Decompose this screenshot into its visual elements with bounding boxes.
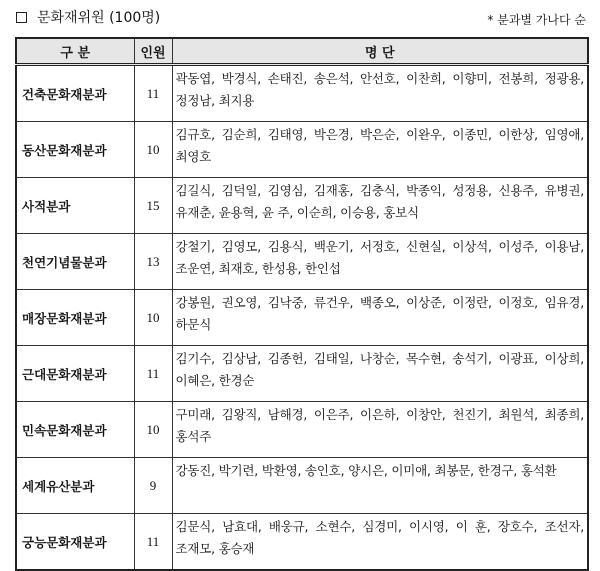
- division-cell: 세계유산분과: [16, 458, 134, 514]
- count-cell: 11: [134, 514, 172, 571]
- table-header-row: [16, 38, 588, 65]
- names-cell: 강동진, 박기련, 박환영, 송인호, 양시은, 이미애, 최봉문, 한경구, 홍석환: [172, 458, 588, 514]
- table-row: [16, 290, 588, 346]
- names-cell: 김길식, 김덕일, 김영심, 김재홍, 김충식, 박종익, 성정용, 신용주, 유병권, 유재춘, 윤용혁, 윤 주, 이순희, 이승용, 홍보식: [172, 178, 588, 234]
- names-cell: 곽동엽, 박경식, 손태진, 송은석, 안선호, 이찬희, 이향미, 전봉희, 정광용, 정정남, 최지용: [172, 65, 588, 122]
- table-row: [16, 122, 588, 178]
- column-header-names: 명 단: [172, 38, 588, 65]
- count-cell: 15: [134, 178, 172, 234]
- names-cell: 강철기, 김영모, 김용식, 백운기, 서정호, 신현실, 이상석, 이성주, 이용남, 조운연, 최재호, 한성용, 한인섭: [172, 234, 588, 290]
- table-row: [16, 402, 588, 458]
- division-cell: 근대문화재분과: [16, 346, 134, 402]
- sort-note: * 분과별 가나다 순: [487, 13, 586, 27]
- names-cell: 김규호, 김순희, 김태영, 박은경, 박은순, 이완우, 이종민, 이한상, 임영애, 최영호: [172, 122, 588, 178]
- names-cell: 김문식, 남효대, 배웅규, 소현수, 심경미, 이시영, 이 훈, 장호수, 조선자, 조재모, 홍승재: [172, 514, 588, 571]
- count-cell: 10: [134, 290, 172, 346]
- column-header-division: 구 분: [16, 38, 134, 65]
- names-cell: 김기수, 김상남, 김종헌, 김태일, 나창순, 목수현, 송석기, 이광표, 이상희, 이혜은, 한경순: [172, 346, 588, 402]
- division-cell: 천연기념물분과: [16, 234, 134, 290]
- table-row: [16, 65, 588, 122]
- page-title: 문화재위원 (100명): [37, 10, 161, 26]
- division-cell: 동산문화재분과: [16, 122, 134, 178]
- count-cell: 9: [134, 458, 172, 514]
- names-cell: 구미래, 김왕직, 남해경, 이은주, 이은하, 이창안, 천진기, 최원석, 최종희, 홍석주: [172, 402, 588, 458]
- division-cell: 건축문화재분과: [16, 65, 134, 122]
- count-cell: 13: [134, 234, 172, 290]
- count-cell: 11: [134, 346, 172, 402]
- column-header-count: 인원: [134, 38, 172, 65]
- division-cell: 민속문화재분과: [16, 402, 134, 458]
- table-row: [16, 458, 588, 514]
- division-cell: 사적분과: [16, 178, 134, 234]
- count-cell: 10: [134, 402, 172, 458]
- checkbox-icon: [16, 12, 27, 23]
- table-row: [16, 178, 588, 234]
- page-header: [16, 9, 588, 31]
- table-row: [16, 346, 588, 402]
- division-cell: 궁능문화재분과: [16, 514, 134, 571]
- count-cell: 11: [134, 65, 172, 122]
- names-cell: 강봉원, 권오영, 김낙중, 류건우, 백종오, 이상준, 이정란, 이정호, 임유경, 하문식: [172, 290, 588, 346]
- count-cell: 10: [134, 122, 172, 178]
- table-row: [16, 514, 588, 571]
- division-cell: 매장문화재분과: [16, 290, 134, 346]
- table-row: [16, 234, 588, 290]
- committee-table: [15, 37, 589, 571]
